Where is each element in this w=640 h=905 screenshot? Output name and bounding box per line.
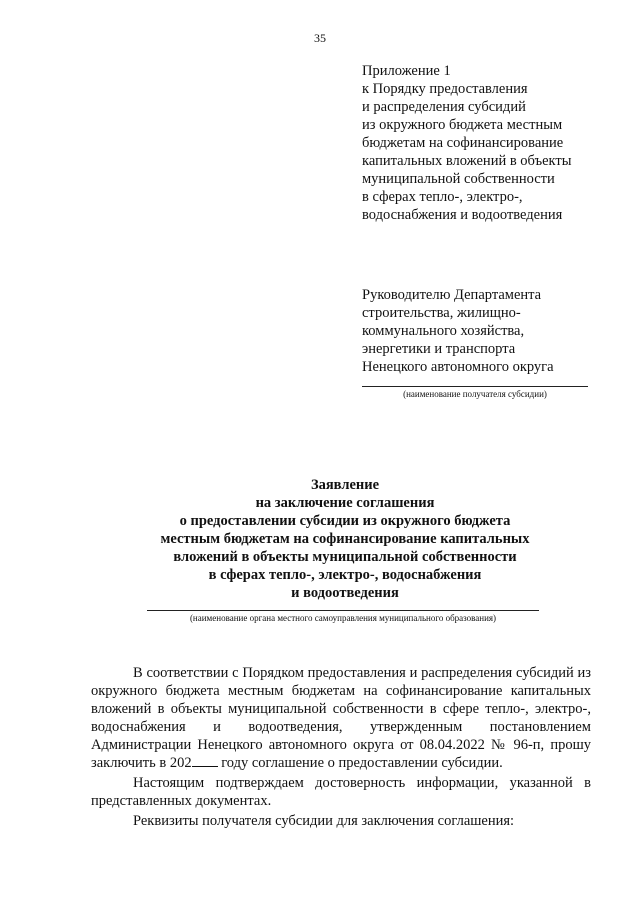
recipient-line: Руководителю Департамента: [362, 287, 542, 303]
appendix-line: муниципальной собственности: [362, 171, 555, 187]
appendix-line: из окружного бюджета местным: [362, 117, 563, 133]
appendix-line: Приложение 1: [362, 63, 451, 79]
year-blank: [192, 754, 218, 767]
recipient-fill-line: [362, 386, 588, 387]
recipient-block: [362, 286, 632, 376]
document-body: [91, 664, 591, 830]
title-line: местным бюджетам на софинансирование капитальных: [160, 531, 530, 547]
title-line: Заявление: [310, 477, 380, 493]
body-paragraph-request: [91, 664, 591, 772]
appendix-line: к Порядку предоставления: [362, 81, 528, 97]
title-line: и водоотведения: [291, 585, 399, 601]
title-line: на заключение соглашения: [255, 495, 435, 511]
recipient-line: Ненецкого автономного округа: [362, 359, 554, 375]
appendix-line: водоснабжения и водоотведения: [362, 207, 563, 223]
appendix-block: [362, 62, 632, 224]
body-paragraph-requisites: Реквизиты получателя субсидии для заключения соглашения:: [133, 813, 515, 829]
request-text-start: В соответствии с Порядком предоставления и распределения субсидий из окружного бюджета местным бюджетам на софинансирование капитальных вложений в объекты муниципальной собственности в сфере тепло-, электро-, водоснабжения и водоотведения, утвержденным постановлением Администрации Ненецкого автономного округа от 08.04.2022 № 96-п, прошу заключить в 202: [91, 665, 591, 771]
document-title: [130, 476, 560, 602]
appendix-line: бюджетам на софинансирование: [362, 135, 564, 151]
appendix-line: капитальных вложений в объекты: [362, 153, 572, 169]
recipient-caption: (наименование получателя субсидии): [403, 389, 547, 399]
body-paragraph-confirm: Настоящим подтверждаем достоверность информации, указанной в представленных документах.: [91, 775, 591, 809]
title-line: в сферах тепло-, электро-, водоснабжения: [208, 567, 482, 583]
request-text-end: году соглашение о предоставлении субсидии.: [217, 755, 503, 771]
recipient-line: энергетики и транспорта: [362, 341, 516, 357]
organ-fill-line: [147, 610, 539, 611]
appendix-line: и распределения субсидий: [362, 99, 526, 115]
page-number: 35: [314, 31, 326, 45]
recipient-line: коммунального хозяйства,: [362, 323, 525, 339]
organ-caption: (наименование органа местного самоуправления муниципального образования): [189, 613, 497, 623]
title-line: о предоставлении субсидии из окружного бюджета: [179, 513, 511, 529]
title-line: вложений в объекты муниципальной собственности: [173, 549, 517, 565]
recipient-line: строительства, жилищно-: [362, 305, 521, 321]
appendix-line: в сферах тепло-, электро-,: [362, 189, 523, 205]
